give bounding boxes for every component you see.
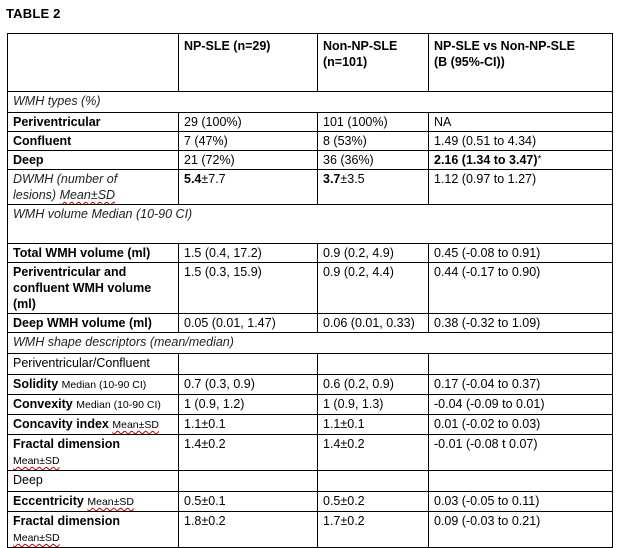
cell-cmp: 0.09 (-0.03 to 0.21) bbox=[429, 512, 613, 548]
table-row bbox=[8, 132, 613, 151]
cell-cmp: 0.45 (-0.08 to 0.91) bbox=[429, 244, 613, 263]
cell-non: 1.1±0.1 bbox=[318, 415, 429, 435]
cell-non: 1.7±0.2 bbox=[318, 512, 429, 548]
empty-cell bbox=[429, 354, 613, 375]
row-label: Deep bbox=[8, 151, 179, 170]
table-title: TABLE 2 bbox=[6, 6, 61, 21]
table-row bbox=[8, 314, 613, 333]
cell-non: 36 (36%) bbox=[318, 151, 429, 170]
header-np-sle: NP-SLE (n=29) bbox=[179, 34, 318, 92]
row-label: Periventricular bbox=[8, 113, 179, 132]
empty-cell bbox=[318, 471, 429, 492]
row-label: Deep WMH volume (ml) bbox=[8, 314, 179, 333]
section-row bbox=[8, 205, 613, 244]
cell-cmp: 1.49 (0.51 to 4.34) bbox=[429, 132, 613, 151]
cell-non: 0.9 (0.2, 4.4) bbox=[318, 263, 429, 314]
row-label: Confluent bbox=[8, 132, 179, 151]
row-label: DWMH (number of lesions) Mean±SD bbox=[8, 170, 179, 205]
results-table bbox=[7, 33, 613, 548]
cell-non: 101 (100%) bbox=[318, 113, 429, 132]
cell-cmp: 0.38 (-0.32 to 1.09) bbox=[429, 314, 613, 333]
cell-cmp: 0.01 (-0.02 to 0.03) bbox=[429, 415, 613, 435]
subsection-row bbox=[8, 471, 613, 492]
section-wmh-shape: WMH shape descriptors (mean/median) bbox=[8, 333, 613, 354]
cell-cmp: -0.04 (-0.09 to 0.01) bbox=[429, 395, 613, 415]
section-wmh-volume: WMH volume Median (10-90 CI) bbox=[8, 205, 613, 244]
table-row bbox=[8, 113, 613, 132]
empty-cell bbox=[318, 354, 429, 375]
table-row bbox=[8, 263, 613, 314]
table-row bbox=[8, 435, 613, 471]
header-row bbox=[8, 34, 613, 92]
empty-cell bbox=[179, 471, 318, 492]
cell-np: 1.8±0.2 bbox=[179, 512, 318, 548]
cell-cmp: NA bbox=[429, 113, 613, 132]
significance-mark: * bbox=[537, 154, 542, 165]
header-comparison: NP-SLE vs Non-NP-SLE (B (95%-CI)) bbox=[429, 34, 613, 92]
cell-cmp: 0.17 (-0.04 to 0.37) bbox=[429, 375, 613, 395]
cell-np: 1 (0.9, 1.2) bbox=[179, 395, 318, 415]
cell-np: 1.5 (0.3, 15.9) bbox=[179, 263, 318, 314]
cell-np: 5.4±7.7 bbox=[179, 170, 318, 205]
cell-np: 7 (47%) bbox=[179, 132, 318, 151]
row-label: Fractal dimension Mean±SD bbox=[8, 512, 179, 548]
row-label: Eccentricity Mean±SD bbox=[8, 492, 179, 512]
cell-np: 29 (100%) bbox=[179, 113, 318, 132]
table-row bbox=[8, 170, 613, 205]
section-wmh-types: WMH types (%) bbox=[8, 92, 613, 113]
cell-np: 21 (72%) bbox=[179, 151, 318, 170]
empty-cell bbox=[429, 471, 613, 492]
row-label: Total WMH volume (ml) bbox=[8, 244, 179, 263]
subsection-row bbox=[8, 354, 613, 375]
table-row bbox=[8, 244, 613, 263]
table-row bbox=[8, 492, 613, 512]
table-row bbox=[8, 415, 613, 435]
table-row bbox=[8, 375, 613, 395]
section-row bbox=[8, 333, 613, 354]
cell-cmp: 0.44 (-0.17 to 0.90) bbox=[429, 263, 613, 314]
table-row bbox=[8, 512, 613, 548]
cell-cmp: 2.16 (1.34 to 3.47)* bbox=[429, 151, 613, 170]
cell-np: 0.7 (0.3, 0.9) bbox=[179, 375, 318, 395]
table-row bbox=[8, 151, 613, 170]
row-label: Convexity Median (10-90 CI) bbox=[8, 395, 179, 415]
header-empty-cell bbox=[8, 34, 179, 92]
cell-cmp: 1.12 (0.97 to 1.27) bbox=[429, 170, 613, 205]
cell-non: 0.9 (0.2, 4.9) bbox=[318, 244, 429, 263]
cell-cmp: 0.03 (-0.05 to 0.11) bbox=[429, 492, 613, 512]
row-label: Fractal dimension Mean±SD bbox=[8, 435, 179, 471]
cell-np: 1.5 (0.4, 17.2) bbox=[179, 244, 318, 263]
empty-cell bbox=[179, 354, 318, 375]
cell-non: 1 (0.9, 1.3) bbox=[318, 395, 429, 415]
cell-np: 1.1±0.1 bbox=[179, 415, 318, 435]
cell-non: 8 (53%) bbox=[318, 132, 429, 151]
header-non-np-sle: Non-NP-SLE (n=101) bbox=[318, 34, 429, 92]
cell-non: 3.7±3.5 bbox=[318, 170, 429, 205]
row-label: Concavity index Mean±SD bbox=[8, 415, 179, 435]
cell-np: 0.05 (0.01, 1.47) bbox=[179, 314, 318, 333]
row-label: Solidity Median (10-90 CI) bbox=[8, 375, 179, 395]
cell-non: 0.06 (0.01, 0.33) bbox=[318, 314, 429, 333]
cell-non: 0.6 (0.2, 0.9) bbox=[318, 375, 429, 395]
cell-non: 0.5±0.2 bbox=[318, 492, 429, 512]
cell-cmp: -0.01 (-0.08 t 0.07) bbox=[429, 435, 613, 471]
row-label: Periventricular and confluent WMH volume (ml) bbox=[8, 263, 179, 314]
cell-non: 1.4±0.2 bbox=[318, 435, 429, 471]
section-row bbox=[8, 92, 613, 113]
cell-np: 1.4±0.2 bbox=[179, 435, 318, 471]
subsection-deep: Deep bbox=[8, 471, 179, 492]
cell-np: 0.5±0.1 bbox=[179, 492, 318, 512]
table-row bbox=[8, 395, 613, 415]
subsection-periv-confluent: Periventricular/Confluent bbox=[8, 354, 179, 375]
